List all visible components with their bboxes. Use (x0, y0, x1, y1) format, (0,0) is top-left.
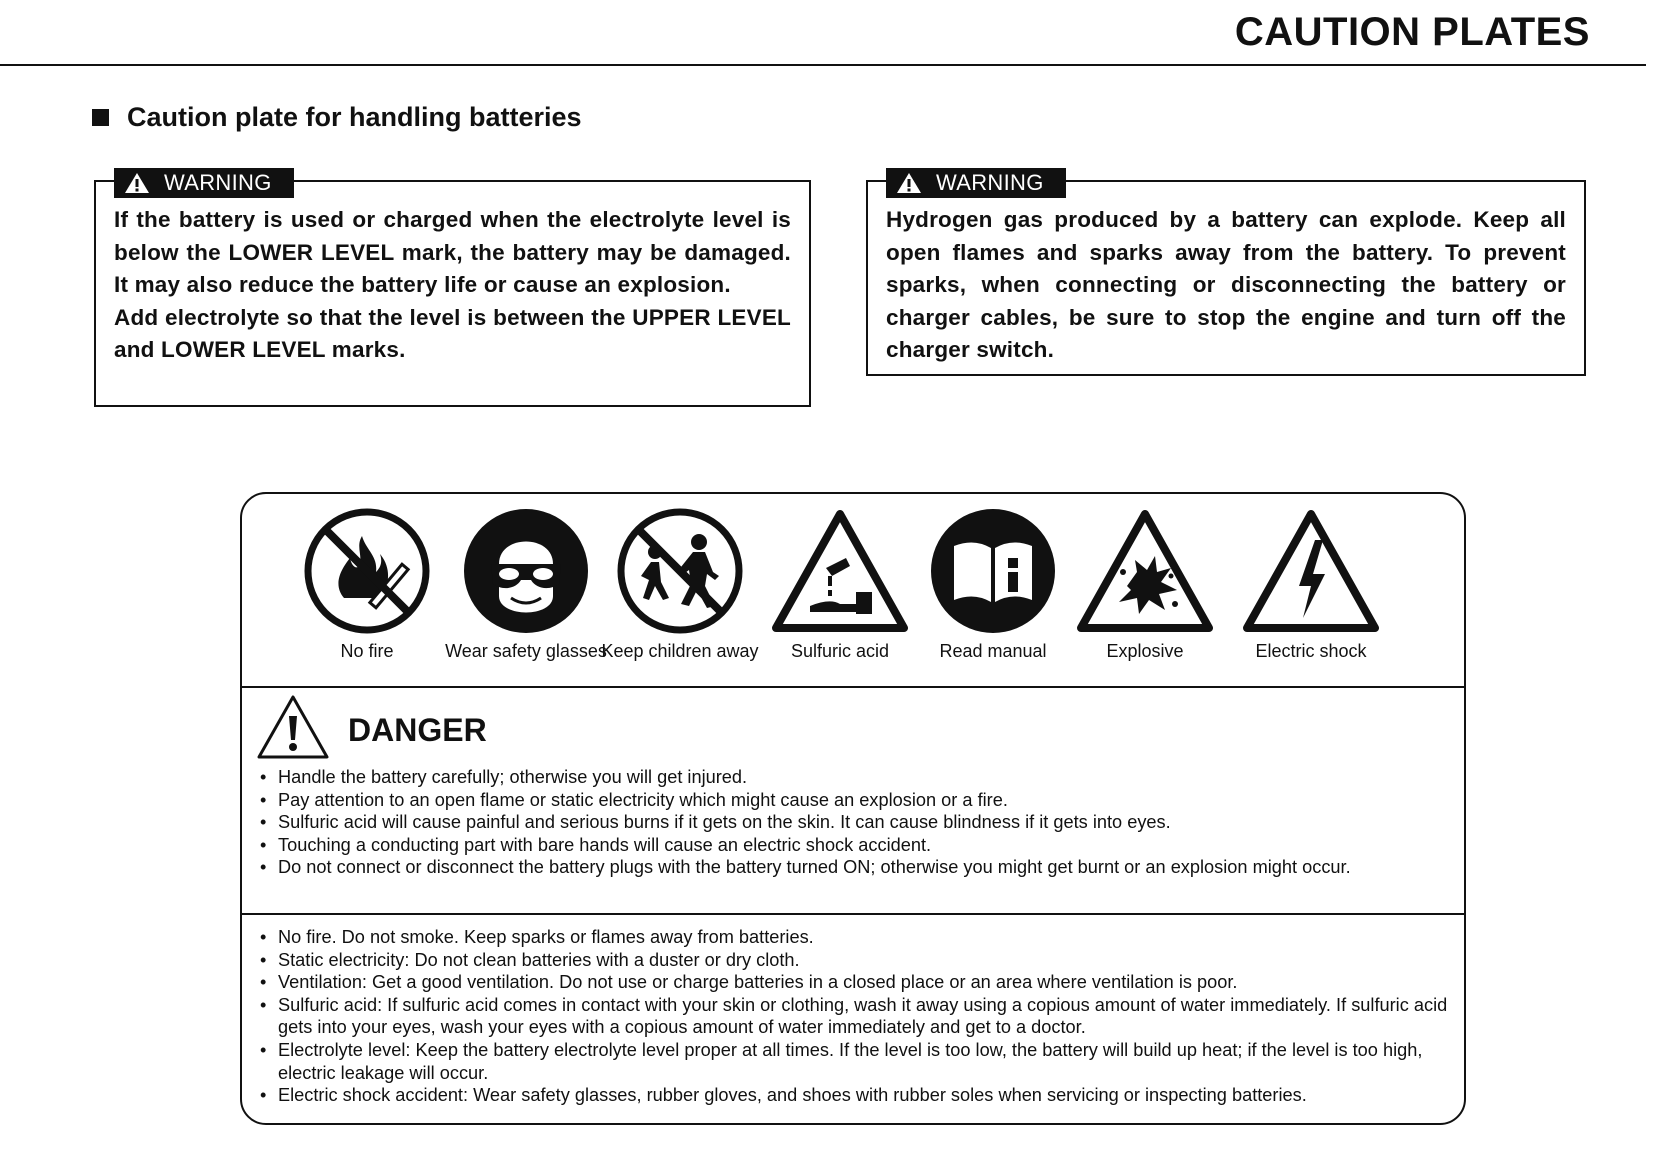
danger-item: • Touching a conducting part with bare hands will cause an electric shock accident. (260, 834, 1448, 857)
safety-item: • Electric shock accident: Wear safety glasses, rubber gloves, and shoes with rubber soles when servicing or inspecting batteries. (260, 1084, 1448, 1107)
keep-children-away-icon (615, 506, 745, 636)
warning-paragraph: Hydrogen gas produced by a battery can explode. Keep all open flames and sparks away from the battery. To prevent sparks, when connecting or disconnecting the battery or charger cables, be sure to stop the engine and turn off the charger switch. (886, 207, 1566, 362)
symbol-electric-shock (1226, 506, 1396, 660)
symbol-sulfuric-acid (755, 506, 925, 660)
danger-title: DANGER (348, 711, 487, 748)
header-rule (0, 64, 1646, 66)
symbol-keep-children-away (595, 506, 765, 660)
safety-item: • Sulfuric acid: If sulfuric acid comes in contact with your skin or clothing, wash it away using a copious amount of water immediately. If sulfuric acid gets into your eyes, wash your eyes with a copious amount of water immediately and get to a doctor. (260, 994, 1448, 1039)
warning-label (886, 168, 1066, 198)
symbol-label: Sulfuric acid (790, 641, 890, 661)
danger-triangle-icon (256, 694, 330, 760)
symbol-safety-glasses (441, 506, 611, 660)
symbol-label: Wear safety glasses (445, 641, 607, 661)
danger-item: • Do not connect or disconnect the battery plugs with the battery turned ON; otherwise you might get burnt or an explosion might occur. (260, 856, 1448, 879)
warning-label-text: WARNING (936, 169, 1044, 195)
danger-header (256, 694, 487, 760)
warning-box-electrolyte (94, 169, 811, 407)
symbol-explosive (1060, 506, 1230, 660)
danger-list (260, 766, 1448, 879)
symbol-label: No fire (340, 641, 394, 661)
electric-shock-icon (1241, 506, 1381, 636)
symbol-no-fire (282, 506, 452, 660)
warning-paragraph: If the battery is used or charged when the electrolyte level is below the LOWER LEVEL mark, the battery may be damaged. It may also reduce the battery life or cause an explosion. (114, 207, 791, 297)
warning-triangle-icon (896, 172, 922, 194)
safety-item: • Static electricity: Do not clean batteries with a duster or dry cloth. (260, 949, 1448, 972)
symbols-row (242, 494, 1464, 686)
warning-paragraph: Add electrolyte so that the level is between the UPPER LEVEL and LOWER LEVEL marks. (114, 304, 791, 362)
symbol-label: Keep children away (601, 641, 759, 661)
square-bullet-icon (92, 109, 109, 126)
sulfuric-acid-icon (770, 506, 910, 636)
warning-label-text: WARNING (164, 169, 272, 195)
explosive-icon (1075, 506, 1215, 636)
symbol-read-manual (908, 506, 1078, 660)
warning-triangle-icon (124, 172, 150, 194)
safety-item: • Ventilation: Get a good ventilation. Do not use or charge batteries in a closed place or an area where ventilation is poor. (260, 971, 1448, 994)
safety-glasses-icon (461, 506, 591, 636)
warning-label (114, 168, 294, 198)
symbol-label: Explosive (1106, 641, 1184, 661)
danger-item: • Pay attention to an open flame or static electricity which might cause an explosion or a fire. (260, 789, 1448, 812)
danger-item: • Handle the battery carefully; otherwise you will get injured. (260, 766, 1448, 789)
section-heading (92, 102, 582, 133)
danger-item: • Sulfuric acid will cause painful and serious burns if it gets on the skin. It can cause blindness if it gets into eyes. (260, 811, 1448, 834)
page-title: CAUTION PLATES (1234, 10, 1590, 54)
no-fire-icon (302, 506, 432, 636)
safety-list (260, 926, 1448, 1107)
warning-box-hydrogen (866, 169, 1586, 376)
section-heading-text: Caution plate for handling batteries (127, 102, 582, 132)
safety-item: • No fire. Do not smoke. Keep sparks or flames away from batteries. (260, 926, 1448, 949)
plate-divider (242, 913, 1464, 915)
caution-plate (240, 492, 1466, 1125)
plate-divider (242, 686, 1464, 688)
safety-item: • Electrolyte level: Keep the battery electrolyte level proper at all times. If the level is too low, the battery will build up heat; if the level is too high, electric leakage will occur. (260, 1039, 1448, 1084)
symbol-label: Electric shock (1255, 641, 1367, 661)
symbol-label: Read manual (939, 641, 1047, 661)
read-manual-icon (928, 506, 1058, 636)
